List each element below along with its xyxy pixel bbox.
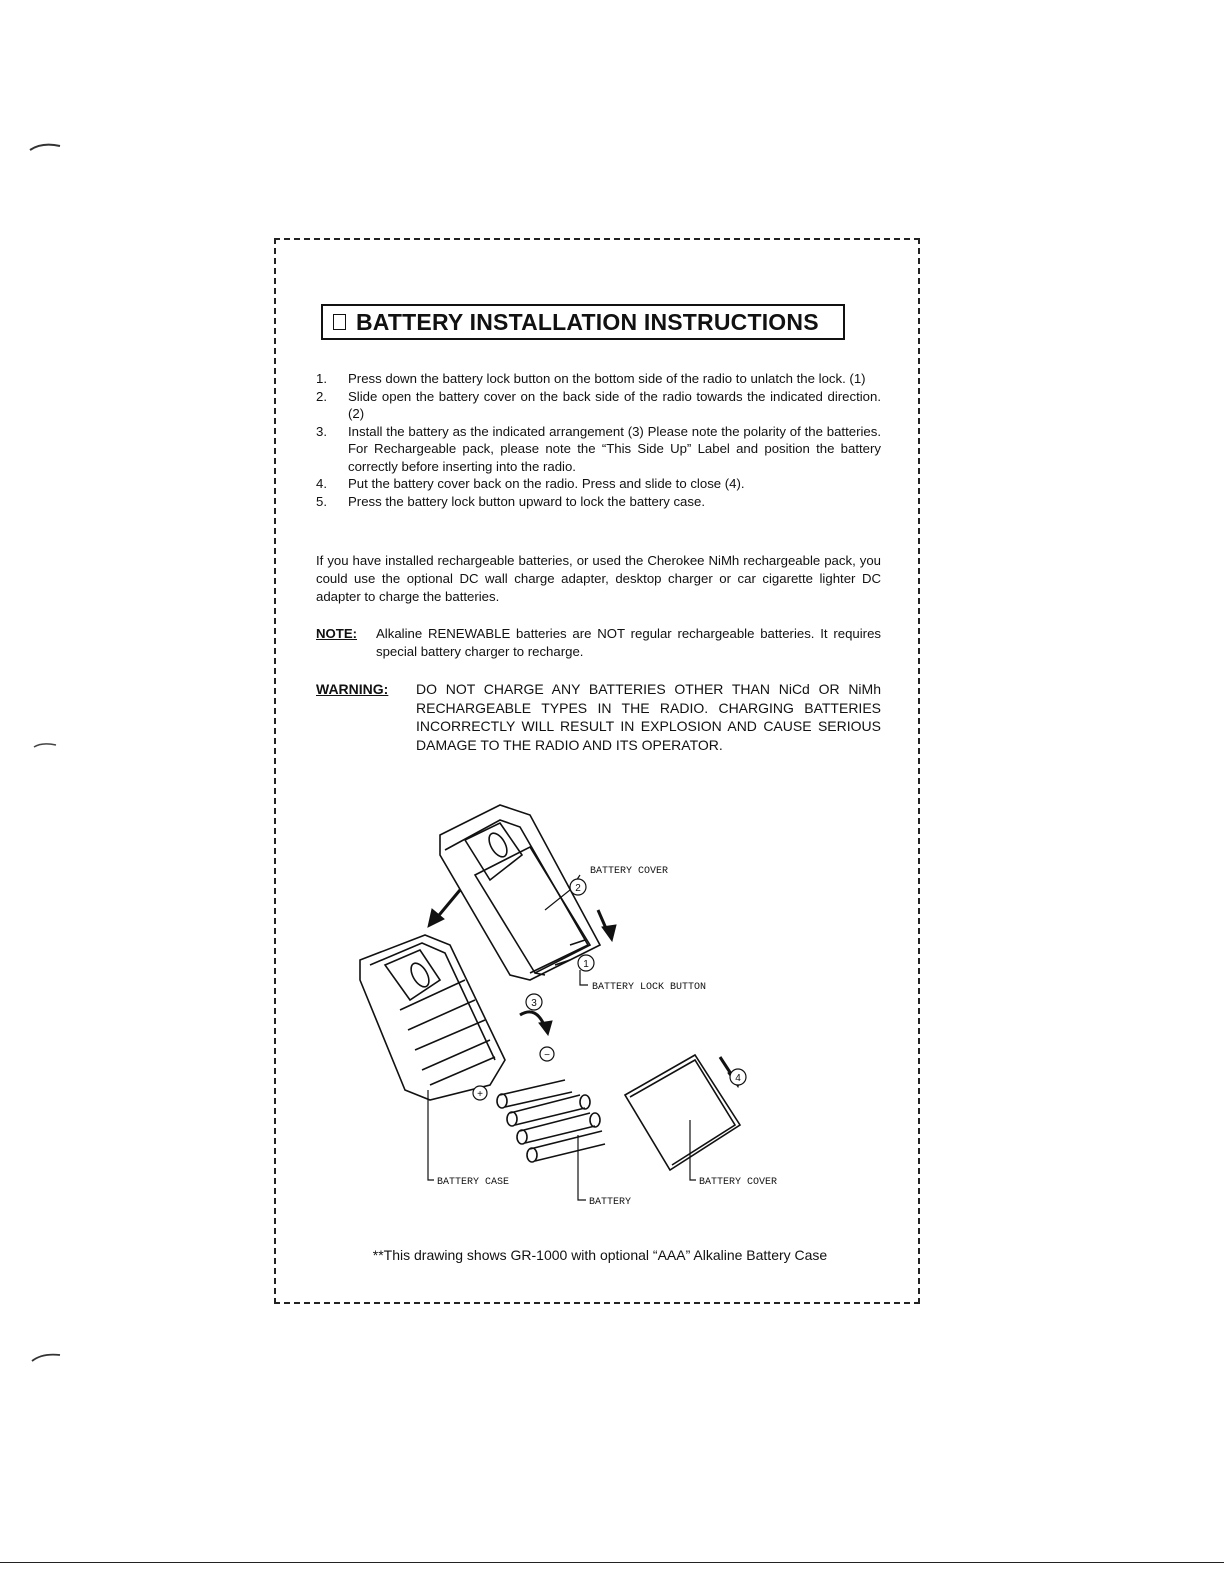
scan-mark-bottom	[30, 1350, 66, 1364]
step-text: Slide open the battery cover on the back side of the radio towards the indicated direction.(2)	[348, 388, 881, 421]
step-item: 2. Slide open the battery cover on the back side of the radio towards the indicated direction.(2)	[316, 388, 881, 421]
step-text: Install the battery as the indicated arrangement (3) Please note the polarity of the batteries. For Rechargeable pack, please note the “This Side Up” Label and position the battery correctly before inserting into the radio.	[348, 423, 881, 474]
label-battery-cover-bottom: BATTERY COVER	[699, 1177, 778, 1188]
minus-marker: −	[544, 1050, 550, 1061]
bottom-rule	[0, 1562, 1224, 1563]
diagram-caption: **This drawing shows GR-1000 with optional “AAA” Alkaline Battery Case	[372, 1247, 828, 1263]
note-text: Alkaline RENEWABLE batteries are NOT regular rechargeable batteries. It requires special battery charger to recharge.	[376, 626, 881, 659]
warning-block	[316, 680, 881, 754]
step-item: 1. Press down the battery lock button on the bottom side of the radio to unlatch the lock. (1)	[316, 370, 881, 388]
warning-label: WARNING:	[316, 681, 389, 697]
marker-4: 4	[735, 1073, 741, 1084]
recharge-paragraph: If you have installed rechargeable batteries, or used the Cherokee NiMh rechargeable pack, you could use the optional DC wall charge adapter, desktop charger or car cigarette lighter DC adapter to charge the batteries.	[316, 553, 881, 604]
marker-1: 1	[583, 959, 589, 970]
step-item: 5. Press the battery lock button upward to lock the battery case.	[316, 493, 881, 511]
radio-open-case	[360, 935, 505, 1100]
step-text: Press down the battery lock button on the bottom side of the radio to unlatch the lock. (1)	[348, 371, 866, 386]
step-text: Press the battery lock button upward to lock the battery case.	[348, 493, 705, 509]
note-label: NOTE:	[316, 626, 358, 641]
note-block	[316, 625, 881, 661]
label-battery-lock-button: BATTERY LOCK BUTTON	[592, 982, 707, 993]
step-item: 3. Install the battery as the indicated arrangement (3) Please note the polarity of the batteries. For Rechargeable pack, please note the “This Side Up” Label and position the battery correctly before inserting into the radio.	[316, 423, 881, 474]
instruction-steps	[316, 370, 881, 510]
marker-3: 3	[531, 998, 537, 1009]
title-box	[321, 304, 845, 340]
label-battery-cover-top: BATTERY COVER	[590, 866, 669, 877]
step-text: Put the battery cover back on the radio. Press and slide to close (4).	[348, 476, 745, 491]
label-battery-case: BATTERY CASE	[437, 1177, 510, 1188]
plus-marker: +	[477, 1089, 483, 1100]
step-item: 4. Put the battery cover back on the radio. Press and slide to close (4).	[316, 475, 881, 493]
marker-2: 2	[575, 883, 581, 894]
warning-text: DO NOT CHARGE ANY BATTERIES OTHER THAN NiCd OR NiMh RECHARGEABLE TYPES IN THE RADIO. CHARGING BATTERIES INCORRECTLY WILL RESULT IN EXPLOSION AND CAUSE SERIOUS DAMAGE TO THE RADIO AND ITS OPERATOR.	[416, 681, 881, 753]
page-title: BATTERY INSTALLATION INSTRUCTIONS	[356, 308, 819, 335]
battery-installation-diagram	[340, 795, 820, 1215]
scan-mark-top	[28, 140, 68, 154]
aaa-batteries	[497, 1080, 605, 1162]
label-battery: BATTERY	[589, 1197, 632, 1208]
scan-mark-middle	[32, 740, 62, 750]
checkbox-icon	[333, 314, 346, 330]
loose-battery-cover	[625, 1055, 740, 1170]
